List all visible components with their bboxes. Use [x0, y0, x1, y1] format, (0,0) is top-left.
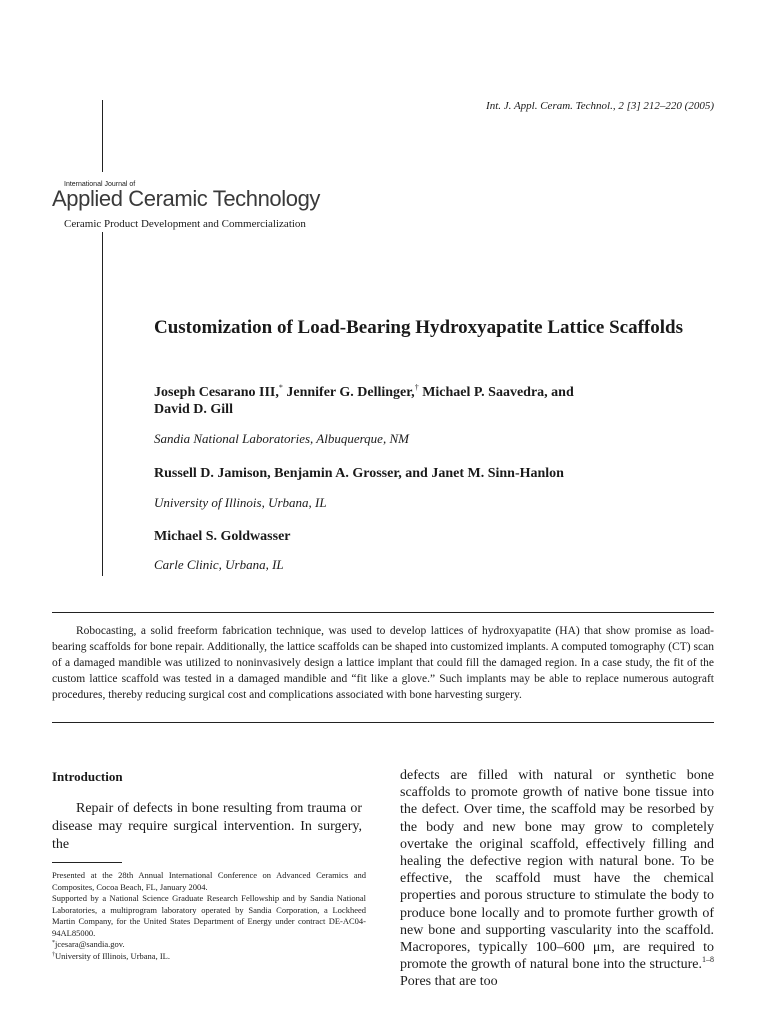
author-group-illinois: Russell D. Jamison, Benjamin A. Grosser, and Janet M. Sinn-Hanlon — [154, 466, 564, 481]
footnote-supported: Supported by a National Science Graduate Research Fellowship and by Sandia National Laboratories, a multiprogram laboratory operated by Sandia Corporation, a Lockheed Martin Company, for the United States Department of Energy under contract DE-AC04-94AL85000. — [52, 893, 366, 938]
article-title: Customization of Load-Bearing Hydroxyapatite Lattice Scaffolds — [154, 317, 683, 338]
reference-marker: 1–8 — [702, 955, 714, 965]
body-text-right-column — [400, 767, 714, 991]
title-vertical-rule — [102, 232, 103, 576]
footnote-mark: * — [52, 940, 55, 946]
header-vertical-rule — [102, 100, 103, 172]
footnotes — [52, 870, 366, 962]
abstract — [52, 623, 714, 703]
author-text: David D. Gill — [154, 402, 233, 417]
footnote-affiliation-text: University of Illinois, Urbana, IL. — [55, 950, 170, 961]
author-text: Michael P. Saavedra, and — [418, 385, 574, 400]
abstract-text: Robocasting, a solid freeform fabrication technique, was used to develop lattices of hydroxyapatite (HA) that show promise as load-bearing scaffolds for bone repair. Additionally, the lattice scaffolds can be shaped into customized implants. A computed tomography (CT) scan of a damaged mandible was utilized to noninvasively design a lattice implant that could fill the damaged region. In a case study, the fit of the custom lattice scaffold was tested in a damaged mandible and “fit like a glove.” Such implants may be able to replace numerous autograft procedures, thereby reducing surgical cost and complications associated with bone harvesting surgery. — [52, 625, 714, 701]
paragraph — [400, 767, 714, 991]
body-text-left-column — [52, 800, 362, 854]
author-text: Jennifer G. Dellinger, — [282, 385, 415, 400]
footnote-mark: * — [278, 383, 283, 392]
affiliation-carle: Carle Clinic, Urbana, IL — [154, 557, 284, 572]
journal-citation: Int. J. Appl. Ceram. Technol., 2 [3] 212–220 (2005) — [486, 100, 714, 112]
paragraph-text: defects are filled with natural or synthetic bone scaffolds to promote growth of native bone tissue into the defect. Over time, the scaffold may be resorbed by the body and new bone may grow to completely overtake the original scaffold, effectively filling and healing the defective region with natural bone. To be effective, the scaffold must have the chemical properties and porous structure to stimulate the body to produce bone locally and to promote further growth of new bone and supporting vascularity into the scaffold. Macropores, typically 100–600 μm, are required to promote the growth of natural bone into the structure. — [400, 768, 714, 973]
footnote-presented: Presented at the 28th Annual International Conference on Advanced Ceramics and Composites, Cocoa Beach, FL, January 2004. — [52, 870, 366, 892]
author-group-carle: Michael S. Goldwasser — [154, 529, 291, 544]
section-heading: Introduction — [52, 769, 123, 784]
footnote-mark: † — [414, 383, 419, 392]
footnote-rule — [52, 862, 122, 863]
affiliation-sandia: Sandia National Laboratories, Albuquerque, NM — [154, 431, 409, 446]
author-group-sandia — [154, 384, 714, 418]
abstract-bottom-rule — [52, 722, 714, 723]
journal-prefix: International Journal of — [64, 181, 136, 188]
paragraph: Repair of defects in bone resulting from trauma or disease may require surgical intervention. In surgery, the — [52, 801, 362, 852]
footnote-email-text: jcesara@sandia.gov. — [55, 939, 125, 949]
affiliation-illinois: University of Illinois, Urbana, IL — [154, 495, 327, 510]
journal-subtitle: Ceramic Product Development and Commercialization — [64, 218, 306, 230]
author-text: Joseph Cesarano III, — [154, 385, 279, 400]
paragraph-text: Pores that are too — [400, 974, 498, 990]
journal-logo-name: Applied Ceramic Technology — [52, 186, 321, 211]
footnote-mark: † — [52, 951, 55, 958]
footnote-email — [52, 939, 366, 951]
footnote-affiliation — [52, 951, 366, 963]
abstract-top-rule — [52, 612, 714, 613]
